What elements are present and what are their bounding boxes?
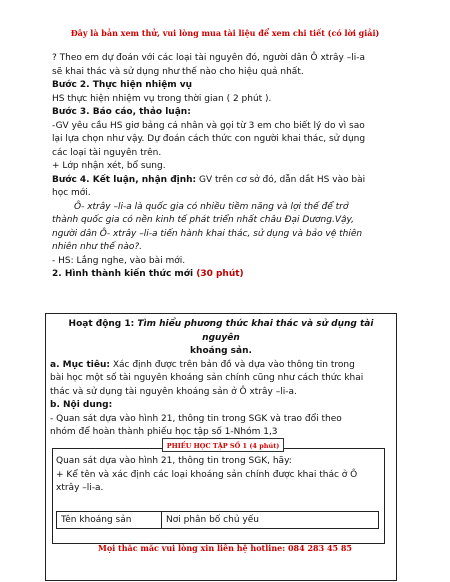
activity-title [50, 318, 392, 345]
goal-text: thác và sử dụng tài nguyên khoáng sản ở Ô xtrây –li-a. [50, 386, 297, 397]
content-text: nhóm để hoàn thành phiếu học tập số 1-Nhóm 1,3 [50, 427, 278, 437]
intro-italic: người dân Ô- xtrây –li-a tiến hành khai thác, sử dụng và bảo vệ thiên [52, 228, 363, 239]
step4-heading: Bước 4. Kết luận, nhận định: [52, 174, 197, 185]
content-label: b. Nội dung: [50, 400, 113, 410]
intro-italic: Ô- xtrây –li-a là quốc gia có nhiều tiềm năng và lợi thế để trở [74, 201, 349, 212]
question-line: ? Theo em dự đoán với các loại tài nguyên đó, người dân Ô xtrây –li-a [52, 53, 365, 63]
activity-title-italic: Tìm hiểu phương thức khai thác và sử dụng tài nguyên [137, 319, 374, 343]
step2-text: HS thực hiện nhiệm vụ trong thời gian ( 2 phút ). [52, 93, 272, 104]
step2-heading: Bước 2. Thực hiện nhiệm vụ [52, 80, 193, 90]
goal-paragraph [50, 359, 392, 373]
activity-title-prefix: Hoạt động 1: [68, 319, 138, 329]
table-header-location: Nơi phân bố chủ yếu [162, 512, 379, 529]
table-header-mineral: Tên khoáng sản [57, 512, 162, 529]
step3-text: -GV yêu cầu HS giơ bảng cá nhân và gọi từ 3 em cho biết lý do vì sao [52, 120, 365, 131]
section2-time: (30 phút) [196, 269, 244, 279]
goal-text: Xác định được trên bản đồ và dựa vào thông tin trong [109, 359, 355, 370]
intro-italic: thành quốc gia có nền kinh tế phát triển nhất châu Đại Dương.Vậy, [52, 215, 354, 225]
step4-text: GV trên cơ sở đó, dẫn dắt HS vào bài [196, 174, 366, 185]
step3-text: + Lớp nhận xét, bổ sung. [52, 161, 166, 171]
worksheet-task: xtrây –li-a. [56, 483, 104, 493]
goal-label: a. Mục tiêu: [50, 359, 110, 370]
goal-text: bài học một số tài nguyên khoáng sản chính cũng như cách thức khai [50, 373, 364, 383]
section2-heading [52, 268, 402, 282]
table-row [57, 512, 379, 529]
question-line: sẽ khai thác và sử dụng như thế nào cho hiệu quả nhất. [52, 66, 304, 77]
worksheet-table [56, 511, 379, 529]
activity-title-line2: khoáng sản. [190, 346, 252, 356]
intro-italic: nhiên như thế nào?. [52, 242, 142, 252]
worksheet-label: PHIẾU HỌC TẬP SỐ 1 (4 phút) [162, 438, 284, 452]
hs-line: - HS: Lắng nghe, vào bài mới. [52, 255, 186, 266]
step4-paragraph [52, 174, 402, 188]
step3-heading: Bước 3. Báo cáo, thảo luận: [52, 107, 191, 117]
section2-title: 2. Hình thành kiến thức mới [52, 269, 197, 279]
document-body [52, 52, 402, 282]
step4-text: học mới. [52, 188, 91, 198]
step3-text: các loại tài nguyên trên. [52, 147, 162, 158]
worksheet-instruction: Quan sát dựa vào hình 21, thông tin trong SGK, hãy: [56, 456, 292, 466]
hotline-banner: Mọi thắc mắc vui lòng xin liên hệ hotline: 084 283 45 85 [98, 543, 352, 553]
worksheet-box [52, 448, 385, 544]
content-text: - Quan sát dựa vào hình 21, thông tin trong SGK và trao đổi theo [50, 413, 342, 424]
worksheet-task: + Kể tên và xác định các loại khoáng sản chính được khai thác ở Ô [56, 469, 358, 480]
step3-text: lại lựa chọn như vậy. Dự đoán cách thức con người khai thác, sử dụng [52, 134, 366, 144]
preview-banner: Đây là bản xem thử, vui lòng mua tài liệu để xem chi tiết (có lời giải) [70, 28, 380, 38]
